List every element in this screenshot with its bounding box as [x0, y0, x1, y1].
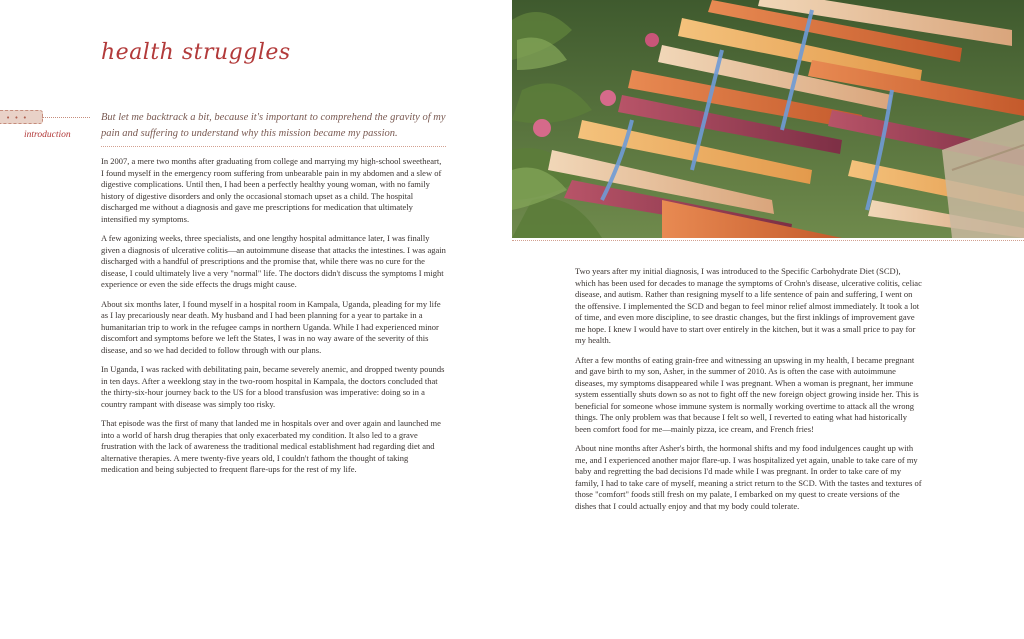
paragraph: Two years after my initial diagnosis, I was introduced to the Specific Carbohydrate Diet (SCD), which has been used for decades to manage the symptoms of Crohn's disease, ulcerative colitis, celiac disease, and autism. Rather than resigning myself to a life sentence of pain and suffering, I went on the offensive. I implemented the SCD and began to feel minor relief almost immediately. It took a lot of time, and even more discipline, to see drastic changes, but the first inklings of improvement gave me hope. I knew I would have to start over entirely in the kitchen, but it was a small price to pay for my health. — [575, 266, 922, 345]
paragraph: In Uganda, I was racked with debilitating pain, became severely anemic, and dropped twenty pounds in ten days. After a weeklong stay in the two-room hospital in Kampala, the doctors concluded that the thirty-six-hour journey back to the US for a blood transfusion was imperative: doing so in a country rampant with disease was simply too risky. — [101, 364, 445, 409]
paragraph: That episode was the first of many that landed me in hospitals over and over again and launched me into a world of harsh drug therapies that only exacerbated my condition. It also led to a grave frustration with the lack of awareness the traditional medical establishment had regarding diet and alternative therapies. A mere twenty-five years old, I couldn't fathom the thought of taking medication and being subjected to frequent flare-ups for the rest of my life. — [101, 418, 441, 474]
section-tab — [0, 108, 90, 148]
chapter-title: health struggles — [101, 40, 291, 65]
carrots-photo — [512, 0, 1024, 238]
photo-divider — [512, 240, 1024, 241]
paragraph: A few agonizing weeks, three specialists, and one lengthy hospital admittance later, I was finally given a diagnosis of ulcerative colitis—an autoimmune disease that attacks the intestines. I was again discharged with a handful of prescriptions and the promise that, while there was no cure for the disease, I could ultimately live a very "normal" life. The doctors didn't discuss the symptoms I might experience or even the side effects the drugs might cause. — [101, 233, 446, 289]
carrots-illustration — [512, 0, 1024, 238]
intro-divider — [101, 146, 446, 147]
paragraph: About nine months after Asher's birth, the hormonal shifts and my food indulgences caught up with me, and I experienced another major flare-up. I was hospitalized yet again, unable to take care of my baby and regretting the bad decisions I'd made while I was pregnant. In order to take care of my family, I had to take care of myself, meaning a strict return to the SCD. With the tastes and textures of those "comfort" foods still fresh on my palate, I embarked on my quest to create versions of the dishes that I could actually enjoy and that my body could tolerate. — [575, 443, 922, 511]
ribbon-dots: • • • — [6, 114, 28, 122]
intro-paragraph: But let me backtrack a bit, because it's important to comprehend the gravity of my pain and suffering to understand why this mission became my passion. — [101, 112, 446, 139]
tab-label: introduction — [24, 130, 71, 140]
tab-divider — [42, 117, 90, 118]
left-column — [101, 156, 446, 484]
right-column — [575, 266, 923, 520]
paragraph: In 2007, a mere two months after graduating from college and marrying my high-school sweetheart, I found myself in the emergency room suffering from unbearable pain in my abdomen and a slew of digestive complications. Until then, I had been a perfectly healthy young woman, with no family history of digestive disorders and only the occasional stomach upset as a child. The hospital discharged me without a diagnosis and gave me prescriptions for medication that ultimately intensified my symptoms. — [101, 156, 442, 224]
paragraph: After a few months of eating grain-free and witnessing an upswing in my health, I became pregnant and gave birth to my son, Asher, in the summer of 2010. As is often the case with autoimmune diseases, my symptoms disappeared while I was pregnant. When a woman is pregnant, her immune system essentially shuts down so as not to fight off the new foreign object growing inside her. This is beneficial for someone whose immune system is normally working overtime to attack all the wrong things. The only problem was that because I felt so well, I reverted to eating what had historically been comfort food for me—mainly pizza, ice cream, and French fries! — [575, 354, 919, 434]
paragraph: About six months later, I found myself in a hospital room in Kampala, Uganda, pleading for my life as I lay precariously near death. My husband and I had been planning for a year to partake in a humanitarian trip to work in the refugee camps in northern Uganda. While I had experienced minor discomfort and symptoms before we left the States, I was in no way aware of the severity of this disease, and so we had decided to follow through with our plans. — [101, 298, 441, 355]
ribbon-icon — [0, 110, 43, 124]
